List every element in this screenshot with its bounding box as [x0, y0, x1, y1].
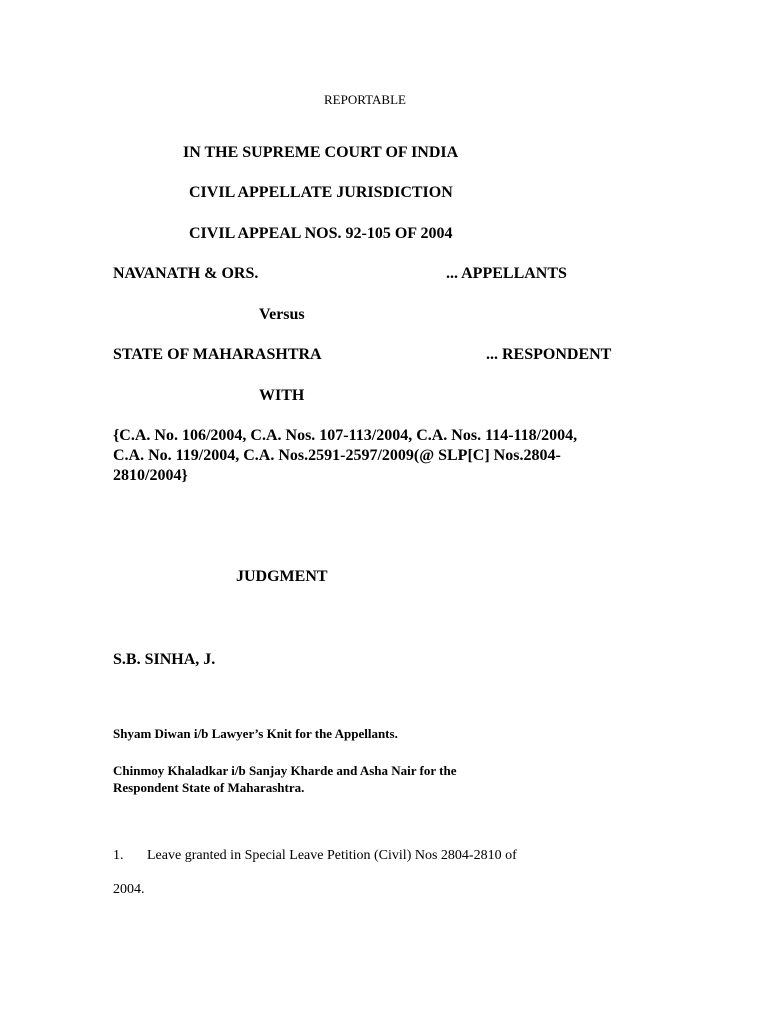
- judge-name: S.B. SINHA, J.: [113, 651, 216, 668]
- connected-cases: [113, 426, 577, 486]
- court-title: IN THE SUPREME COURT OF INDIA: [183, 144, 459, 161]
- connected-cases-line: {C.A. No. 106/2004, C.A. Nos. 107-113/2004, C.A. Nos. 114-118/2004,: [113, 427, 578, 444]
- judgment-heading: JUDGMENT: [236, 568, 328, 585]
- counsel-respondent-line: Respondent State of Maharashtra.: [113, 780, 305, 795]
- respondent-role: ... RESPONDENT: [486, 346, 612, 363]
- appellant-name: NAVANATH & ORS.: [113, 265, 259, 282]
- counsel-respondent-line: Chinmoy Khaladkar i/b Sanjay Kharde and Asha Nair for the: [113, 763, 457, 778]
- counsel-respondent: [113, 762, 457, 796]
- jurisdiction-title: CIVIL APPELLATE JURISDICTION: [189, 184, 453, 201]
- paragraph-number: 1.: [113, 848, 124, 863]
- reportable-label: REPORTABLE: [324, 92, 406, 107]
- appeal-number: CIVIL APPEAL NOS. 92-105 OF 2004: [189, 225, 453, 242]
- paragraph-text: Leave granted in Special Leave Petition (Civil) Nos 2804-2810 of: [147, 848, 517, 863]
- with-label: WITH: [259, 387, 305, 404]
- appellant-role: ... APPELLANTS: [446, 265, 567, 282]
- versus-label: Versus: [259, 306, 305, 323]
- respondent-name: STATE OF MAHARASHTRA: [113, 346, 322, 363]
- connected-cases-line: C.A. No. 119/2004, C.A. Nos.2591-2597/2009(@ SLP[C] Nos.2804-: [113, 447, 561, 464]
- connected-cases-line: 2810/2004}: [113, 467, 188, 484]
- paragraph-continuation: 2004.: [113, 882, 145, 897]
- counsel-appellants: Shyam Diwan i/b Lawyer’s Knit for the Appellants.: [113, 726, 398, 741]
